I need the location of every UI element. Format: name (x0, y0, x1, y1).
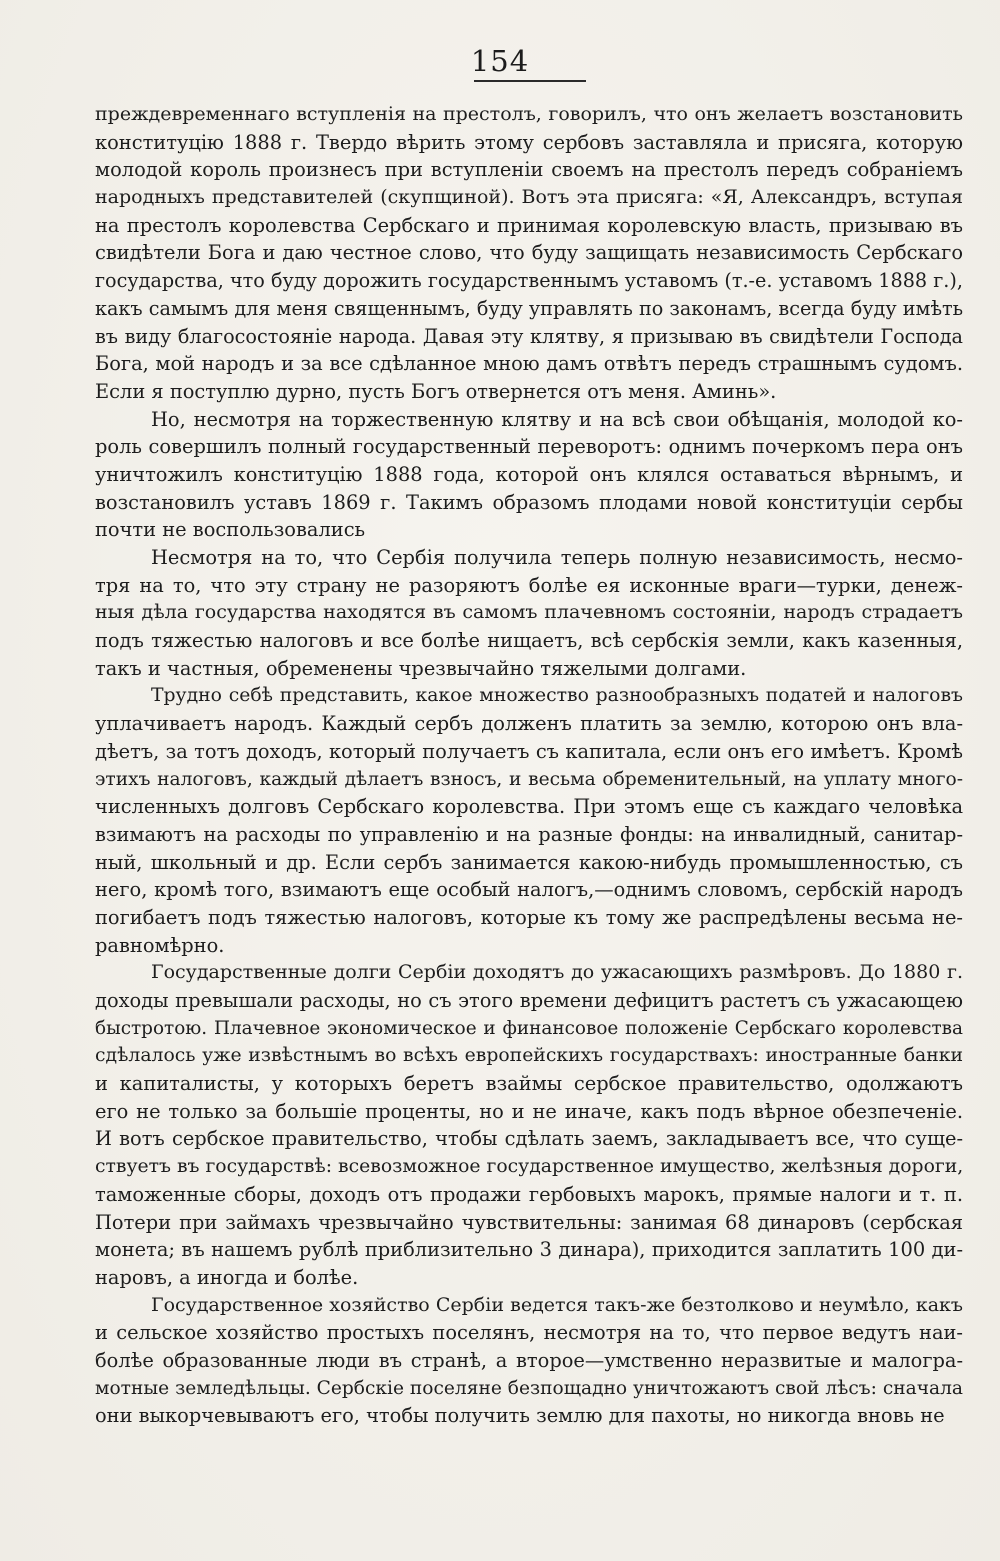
text-line: подъ тяжестью налоговъ и все болѣе нищаетъ, всѣ сербскія земли, какъ казенныя, (95, 629, 963, 653)
text-line: быстротою. Плачевное экономическое и финансовое положеніе Сербскаго королевства (95, 1017, 963, 1039)
text-line: дѣетъ, за тотъ доходъ, который получаетъ съ капитала, если онъ его имѣетъ. Кромѣ (95, 739, 963, 763)
text-line: ный, школьный и др. Если сербъ занимается какою-нибудь промышленностью, съ (95, 850, 963, 874)
text-line: и капиталисты, у которыхъ беретъ взаймы сербское правительство, одолжаютъ (95, 1072, 963, 1096)
text-line: таможенные сборы, доходъ отъ продажи гербовыхъ марокъ, прямые налоги и т. п. (95, 1182, 963, 1206)
text-line: въ виду благосостояніе народа. Давая эту клятву, я призываю въ свидѣтели Господа (95, 324, 963, 348)
text-line: возстановилъ уставъ 1869 г. Такимъ образомъ плодами новой конституціи сербы (95, 490, 963, 514)
text-line: такъ и частныя, обременены чрезвычайно тяжелыми долгами. (95, 656, 747, 680)
text-line: И вотъ сербское правительство, чтобы сдѣлать заемъ, закладываетъ все, что суще- (95, 1127, 963, 1151)
paragraph (95, 1292, 963, 1430)
text-line: ствуетъ въ государствѣ: всевозможное государственное имущество, желѣзныя дороги, (95, 1156, 964, 1178)
text-line: они выкорчевываютъ его, чтобы получить землю для пахоты, но никогда вновь не (95, 1404, 945, 1428)
text-line: тря на то, что эту страну не разоряютъ болѣе ея исконные враги—турки, денеж- (95, 573, 963, 597)
page-number-rule (474, 80, 586, 82)
text-line: государства, что буду дорожить государственнымъ уставомъ (т.-е. уставомъ 1888 г.), (95, 269, 963, 293)
text-line: какъ самымъ для меня священнымъ, буду управлять по законамъ, всегда буду имѣть (95, 296, 964, 320)
text-line: болѣе образованные люди въ странѣ, а второе—умственно неразвитые и малогра- (95, 1348, 963, 1372)
body-text (95, 101, 963, 1430)
paragraph (95, 682, 963, 959)
text-line: Несмотря на то, что Сербія получила теперь полную независимость, несмо- (151, 546, 963, 569)
text-line: конституцію 1888 г. Твердо вѣрить этому сербовъ заставляла и присяга, которую (95, 130, 963, 154)
text-line: на престолъ королевства Сербскаго и принимая королевскую власть, призываю въ (95, 213, 963, 237)
text-line: Государственные долги Сербіи доходятъ до ужасающихъ размѣровъ. До 1880 г. (151, 961, 963, 984)
text-line: уплачиваетъ народъ. Каждый сербъ долженъ платить за землю, которою онъ вла- (95, 712, 963, 736)
text-line: численныхъ долговъ Сербскаго королевства. При этомъ еще съ каждаго человѣка (95, 795, 963, 819)
text-line: его не только за большіе проценты, но и не иначе, какъ подъ вѣрное обезпеченіе. (95, 1099, 963, 1123)
text-line: свидѣтели Бога и даю честное слово, что буду защищать независимость Сербскаго (95, 241, 963, 265)
text-line: преждевременнаго вступленія на престолъ, говорилъ, что онъ желаетъ возстановить (95, 103, 963, 125)
text-line: Но, несмотря на торжественную клятву и на всѣ свои обѣщанія, молодой ко- (151, 407, 963, 431)
text-line: этихъ налоговъ, каждый дѣлаетъ взносъ, и весьма обременительный, на уплату много- (95, 768, 963, 790)
text-line: ныя дѣла государства находятся въ самомъ плачевномъ состояніи, народъ страдаетъ (95, 601, 963, 624)
text-line: наровъ, а иногда и болѣе. (95, 1265, 359, 1289)
text-line: монета; въ нашемъ рублѣ приблизительно 3 динара), приходится заплатить 100 ди- (95, 1238, 963, 1262)
text-line: Если я поступлю дурно, пусть Богъ отвернется отъ меня. Аминь». (95, 379, 777, 403)
paragraph (95, 101, 963, 406)
text-line: молодой король произнесъ при вступленіи своемъ на престолъ передъ собраніемъ (95, 158, 963, 182)
text-line: него, кромѣ того, взимаютъ еще особый налогъ,—однимъ словомъ, сербскій народъ (95, 878, 963, 902)
text-line: роль совершилъ полный государственный переворотъ: однимъ почеркомъ пера онъ (95, 435, 963, 459)
paragraph (95, 544, 963, 682)
page-number: 154 (470, 44, 530, 78)
text-line: почти не воспользовались (95, 518, 366, 542)
text-line: доходы превышали расходы, но съ этого времени дефицитъ растетъ съ ужасающею (95, 989, 963, 1012)
text-line: сдѣлалось уже извѣстнымъ во всѣхъ европейскихъ государствахъ: иностранные банки (95, 1045, 963, 1067)
text-line: мотные земледѣльцы. Сербскіе поселяне безпощадно уничтожаютъ свой лѣсъ: сначала (95, 1377, 963, 1399)
text-line: Потери при займахъ чрезвычайно чувствительны: занимая 68 динаровъ (сербская (95, 1210, 963, 1234)
text-line: Трудно себѣ представить, какое множество разнообразныхъ податей и налоговъ (151, 685, 963, 707)
text-line: Государственное хозяйство Сербіи ведется такъ-же безтолково и неумѣло, какъ (151, 1293, 963, 1316)
text-line: погибаетъ подъ тяжестью налоговъ, которые къ тому же распредѣлены весьма не- (95, 905, 963, 929)
text-line: народныхъ представителей (скупщиной). Вотъ эта присяга: «Я, Александръ, вступая (95, 186, 963, 209)
text-line: уничтожилъ конституцію 1888 года, которой онъ клялся оставаться вѣрнымъ, и (95, 462, 963, 486)
text-line: Бога, мой народъ и за все сдѣланное мною дамъ отвѣтъ передъ страшнымъ судомъ. (95, 352, 963, 376)
text-line: равномѣрно. (95, 933, 225, 957)
paragraph (95, 959, 963, 1291)
paragraph (95, 406, 963, 544)
text-line: взимаютъ на расходы по управленію и на разные фонды: на инвалидный, санитар- (95, 822, 963, 846)
text-line: и сельское хозяйство простыхъ поселянъ, несмотря на то, что первое ведутъ наи- (95, 1321, 963, 1345)
